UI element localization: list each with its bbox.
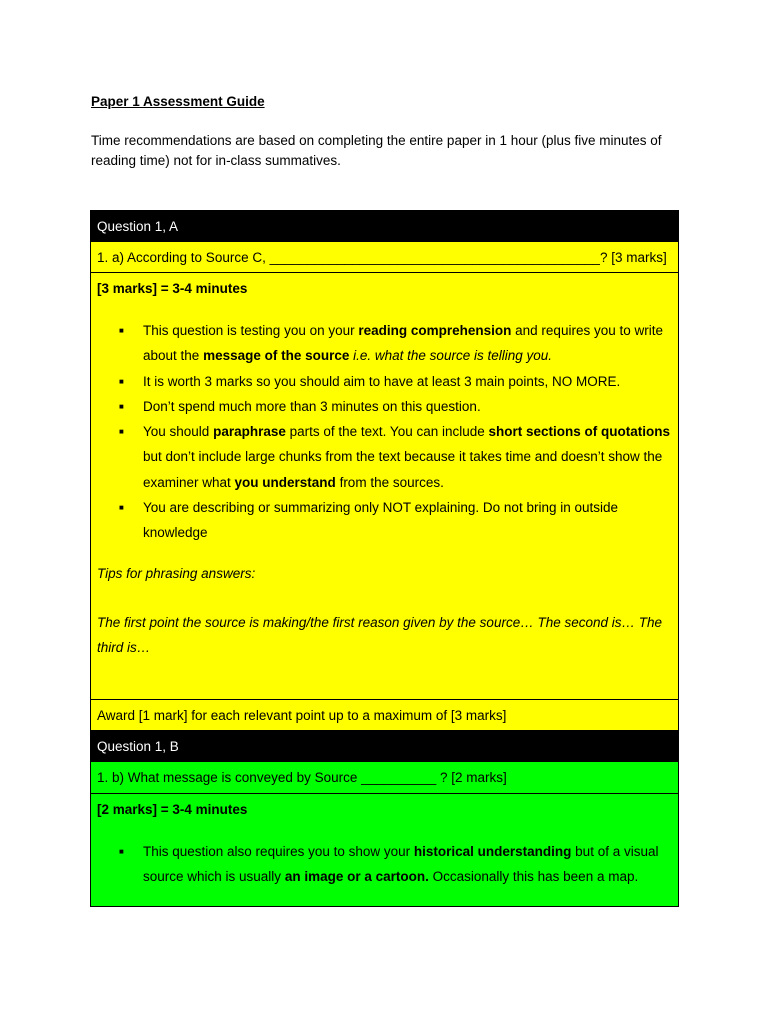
question-a-prompt-row [91, 242, 679, 273]
bullet-text: You should [143, 424, 214, 440]
list-item [143, 369, 672, 394]
bullet-emphasis: message of the source [203, 348, 350, 364]
bullet-text: Occasionally this has been a map. [428, 869, 639, 885]
bullet-text: You are describing or summarizing only NOT explaining. Do not bring in outside knowledge [143, 500, 619, 541]
bullet-emphasis: short sections of quotations [488, 424, 671, 440]
document-title: Paper 1 Assessment Guide [91, 94, 265, 109]
question-b-header: Question 1, B [91, 731, 679, 762]
tips-heading: Tips for phrasing answers: [97, 565, 256, 581]
list-item [143, 495, 672, 546]
question-b-bullet-list [97, 839, 672, 890]
question-a-header: Question 1, A [91, 211, 679, 242]
bullet-text: parts of the text. You can include [285, 424, 489, 440]
bullet-text: This question also requires you to show your [143, 844, 414, 859]
question-a-header-row [91, 211, 679, 242]
question-b-marks-time: [2 marks] = 3-4 minutes [97, 802, 248, 817]
question-a-marks-time: [3 marks] = 3-4 minutes [97, 281, 248, 296]
bullet-text: Don’t spend much more than 3 minutes on this question. [143, 398, 481, 414]
bullet-italic: i.e. what the source is telling you. [353, 348, 552, 364]
question-b-header-row [91, 731, 679, 762]
bullet-emphasis: you understand [234, 474, 336, 490]
question-a-bullet-list [97, 318, 672, 546]
intro-paragraph: Time recommendations are based on completing the entire paper in 1 hour (plus five minutes of reading time) not for in-class summatives. [91, 133, 662, 168]
bullet-text: This question is testing you on your [143, 323, 359, 338]
question-b-prompt-row [91, 762, 679, 794]
bullet-text: from the sources. [335, 474, 444, 490]
question-a-prompt: 1. a) According to Source C, ____________________________________________? [3 marks] [91, 242, 679, 273]
list-item [143, 839, 672, 890]
tips-section [97, 561, 672, 660]
question-b-guidance [91, 794, 679, 907]
question-b-prompt: 1. b) What message is conveyed by Source __________ ? [2 marks] [91, 762, 679, 794]
bullet-text: and requires you to write about the [143, 323, 663, 364]
question-a-guidance-row [91, 273, 679, 700]
question-a-guidance [91, 273, 679, 700]
bullet-text: It is worth 3 marks so you should aim to have at least 3 main points, NO MORE. [143, 373, 621, 389]
bullet-emphasis: an image or a cartoon. [284, 869, 429, 885]
bullet-emphasis: historical understanding [413, 844, 572, 859]
question-a-award-row [91, 700, 679, 731]
list-item [143, 419, 672, 495]
bullet-text: but of a visual source which is usually [143, 844, 659, 885]
list-item [143, 394, 672, 419]
tips-example: The first point the source is making/the first reason given by the source… The second is… The third is… [97, 614, 663, 655]
bullet-emphasis: paraphrase [213, 424, 286, 440]
question-a-award: Award [1 mark] for each relevant point up to a maximum of [3 marks] [91, 700, 679, 731]
bullet-text: but don’t include large chunks from the text because it takes time and doesn’t show the examiner what [143, 449, 663, 490]
list-item [143, 318, 672, 369]
bullet-emphasis: reading comprehension [358, 323, 512, 338]
assessment-table [90, 210, 679, 907]
question-b-guidance-row [91, 794, 679, 907]
